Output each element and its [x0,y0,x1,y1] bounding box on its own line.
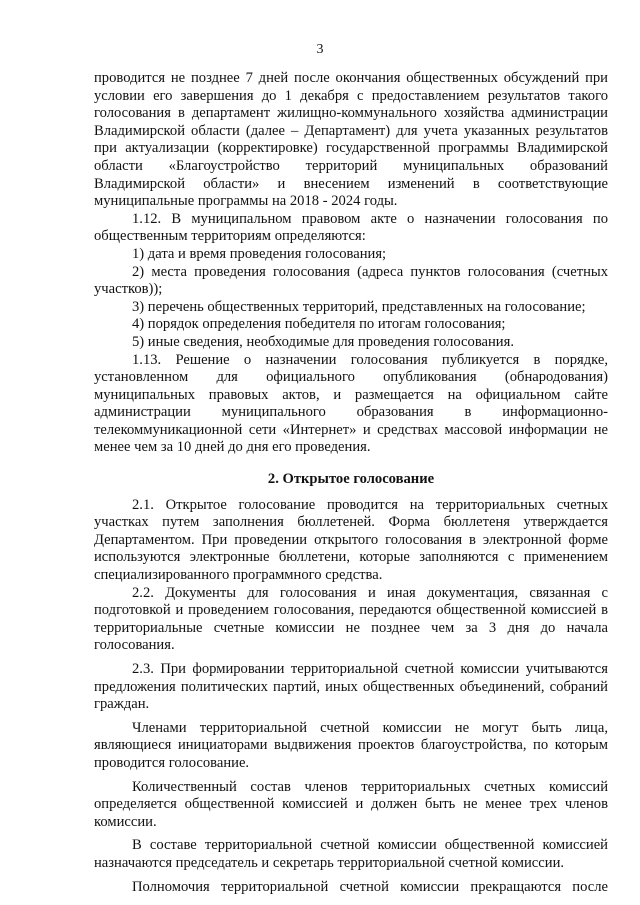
list-item-3: 3) перечень общественных территорий, представленных на голосование; [132,298,586,315]
paragraph-count: Количественный состав членов территориальных счетных комиссий определяется общественной комиссией и должен быть не менее трех членов комиссии. [94,778,608,830]
paragraph-continuation: проводится не позднее 7 дней после окончания общественных обсуждений при условии его завершения до 1 декабря с предоставлением результатов такого голосования в департамент жилищно-коммунального хозяйства администрации Владимирской области (далее – Департамент) для учета указанных результатов при актуализации (корректировке) государственной программы Владимирской области «Благоустройство территорий муниципальных образований Владимирской области» и внесением изменений в соответствующие муниципальные программы на 2018 - 2024 годы. [94,70,608,210]
list-item-2: 2) места проведения голосования (адреса пунктов голосования (счетных участков)); [94,263,608,298]
paragraph-members: Членами территориальной счетной комиссии не могут быть лица, являющиеся инициаторами выдвижения проектов благоустройства, по которым проводится голосование. [94,719,608,771]
paragraph-1-13: 1.13. Решение о назначении голосования публикуется в порядке, установленном для официального опубликования (обнародования) муниципальных правовых актов, и размещается на официальном сайте администрации муниципального образования в информационно-телекоммуникационной сети «Интернет» и средствах массовой информации не менее чем за 10 дней до дня его проведения. [94,351,608,456]
list-item-5: 5) иные сведения, необходимые для проведения голосования. [132,333,514,350]
paragraph-powers: Полномочия территориальной счетной комиссии прекращаются после [132,878,608,895]
page-number: 3 [316,42,324,57]
paragraph-chair: В составе территориальной счетной комиссии общественной комиссией назначаются председатель и секретарь территориальной счетной комиссии. [94,837,608,871]
section-heading: 2. Открытое голосование [267,471,435,488]
list-item-1: 1) дата и время проведения голосования; [132,245,387,262]
paragraph-2-2: 2.2. Документы для голосования и иная документация, связанная с подготовкой и проведением голосования, передаются общественной комиссией в территориальные счетные комиссии не позднее чем за 3 дня до начала голосования. [94,584,608,654]
document-body [94,70,608,896]
paragraph-1-12: 1.12. В муниципальном правовом акте о назначении голосования по общественным территориям определяются: [94,210,608,245]
list-item-4: 4) порядок определения победителя по итогам голосования; [132,316,506,333]
paragraph-2-3: 2.3. При формировании территориальной счетной комиссии учитываются предложения политических партий, иных общественных объединений, собраний граждан. [94,661,608,713]
paragraph-2-1: 2.1. Открытое голосование проводится на территориальных счетных участках путем заполнения бюллетеней. Форма бюллетеня утверждается Департаментом. При проведении открытого голосования в электронной форме используются электронные бюллетени, которые заполняются с применением специализированного программного средства. [94,496,608,584]
